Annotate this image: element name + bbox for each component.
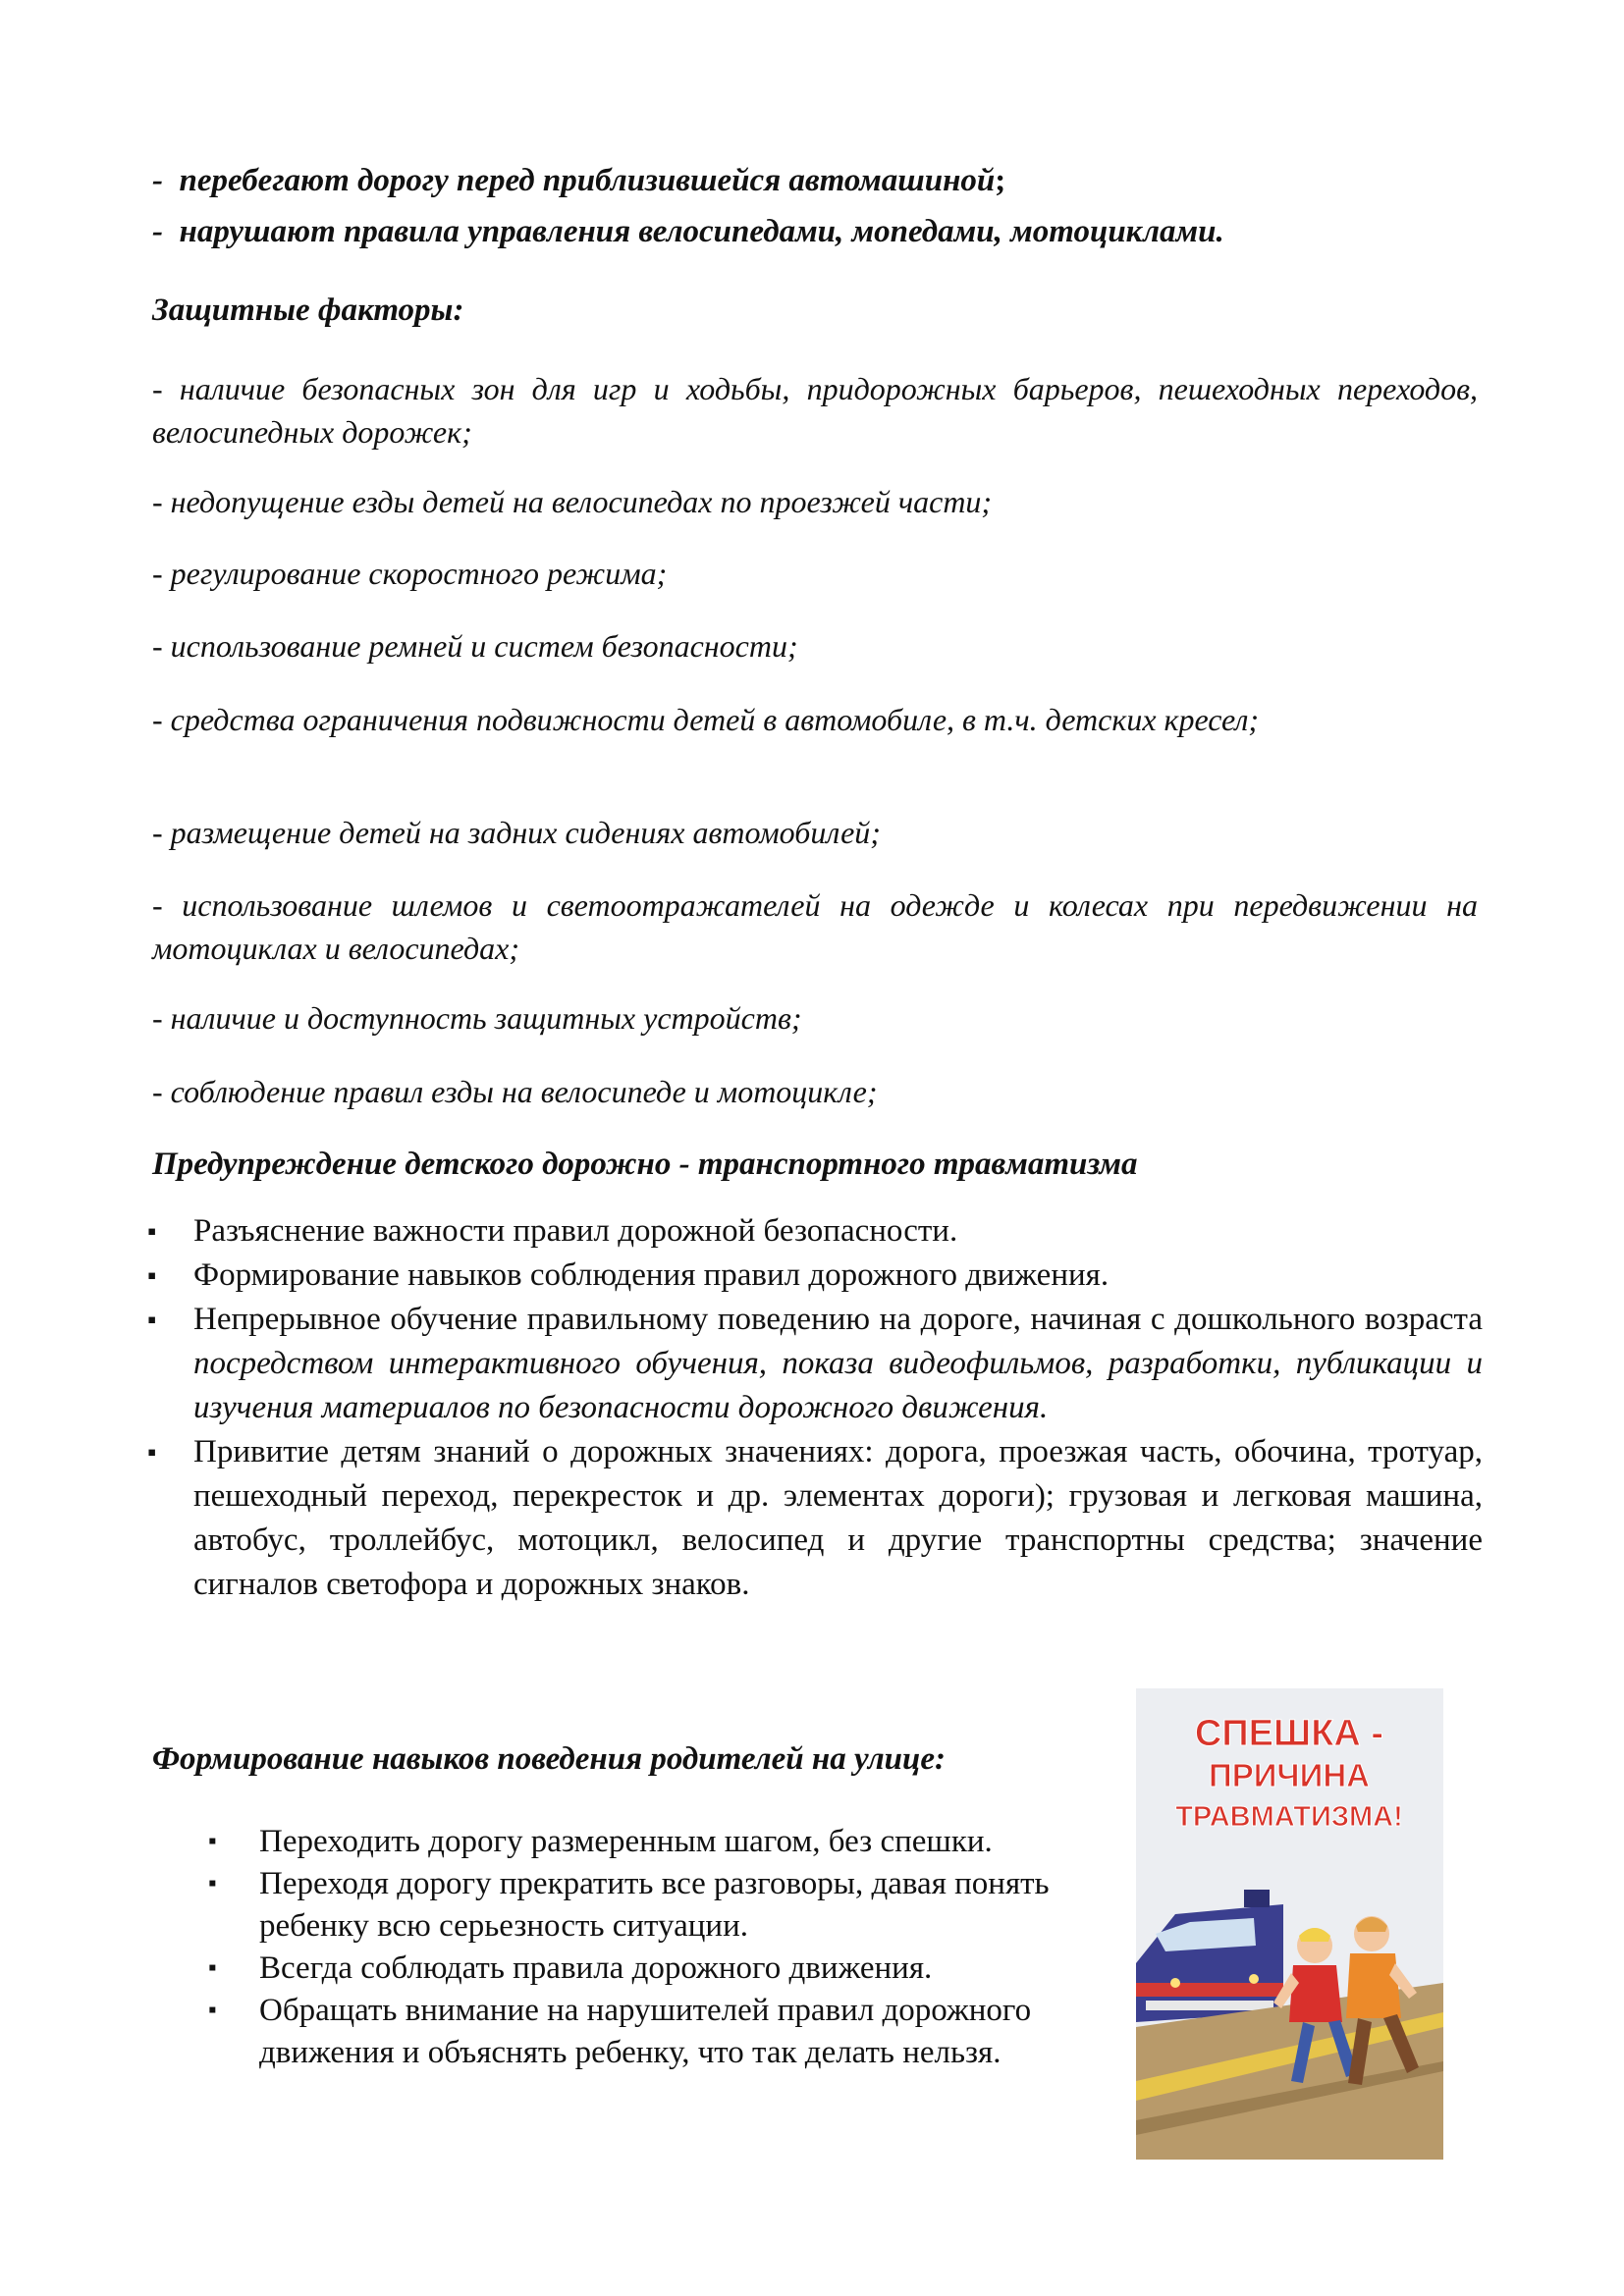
list-item-text: Переходя дорогу прекратить все разговоры, давая понять ребенку всю серьезность ситуации. <box>259 1866 1050 1944</box>
list-item-text: Всегда соблюдать правила дорожного движения. <box>259 1950 933 1986</box>
list-item-text: Формирование навыков соблюдения правил дорожного движения. <box>193 1257 1110 1293</box>
list-item <box>147 1430 1483 1607</box>
intro-dash: - <box>152 214 163 249</box>
intro-line-end: ; <box>995 163 1006 198</box>
prevention-heading: Предупреждение детского дорожно - транспортного травматизма <box>152 1147 1138 1182</box>
factor-item: - недопущение езды детей на велосипедах по проезжей части; <box>152 484 993 519</box>
factor-item: - наличие и доступность защитных устройств; <box>152 1000 802 1036</box>
parents-heading: Формирование навыков поведения родителей на улице: <box>152 1741 946 1777</box>
list-item-text: Переходить дорогу размеренным шагом, без спешки. <box>259 1824 993 1859</box>
intro-line-text: нарушают правила управления велосипедами, мопедами, мотоциклами. <box>179 214 1224 249</box>
list-item <box>147 1209 1483 1254</box>
list-item <box>208 1863 1111 1948</box>
factor-item: - средства ограничения подвижности детей в автомобиле, в т.ч. детских кресел; <box>152 702 1260 737</box>
list-item <box>208 1990 1111 2074</box>
list-item <box>208 1821 1111 1863</box>
intro-line-1 <box>152 159 1478 202</box>
list-item <box>147 1254 1483 1298</box>
list-item-text: Разъяснение важности правил дорожной безопасности. <box>193 1213 958 1249</box>
list-item-text: Обращать внимание на нарушителей правил дорожного движения и объяснять ребенку, что так делать нельзя. <box>259 1993 1032 2070</box>
list-item-text: Непрерывное обучение правильному поведению на дороге, начиная с дошкольного возраста <box>193 1302 1483 1337</box>
list-item <box>208 1948 1111 1990</box>
intro-line-text: перебегают дорогу перед приблизившейся автомашиной <box>179 163 996 198</box>
parents-list <box>208 1821 1111 2074</box>
intro-line-2 <box>152 210 1478 253</box>
factor-item: - размещение детей на задних сидениях автомобилей; <box>152 815 881 850</box>
protective-factors-heading: Защитные факторы: <box>152 293 464 328</box>
list-item-text: Привитие детям знаний о дорожных значениях: дорога, проезжая часть, обочина, тротуар, пешеходный переход, перекресток и др. элементах дороги); грузовая и легковая машина, автобус, троллейбус, мотоцикл, велосипед и другие транспортны средства; значение сигналов светофора и дорожных знаков. <box>193 1434 1483 1602</box>
intro-dash: - <box>152 163 163 198</box>
factor-item: - наличие безопасных зон для игр и ходьбы, придорожных барьеров, пешеходных переходов, велосипедных дорожек; <box>152 371 1478 450</box>
poster-illustration <box>1136 1688 1443 2160</box>
poster-title-line: ПРИЧИНА <box>1208 1757 1371 1793</box>
factor-item: - использование ремней и систем безопасности; <box>152 628 798 664</box>
poster-title-line: СПЕШКА - <box>1194 1713 1384 1754</box>
factor-item: - соблюдение правил езды на велосипеде и мотоцикле; <box>152 1074 878 1109</box>
prevention-list <box>147 1209 1483 1607</box>
factor-item: - использование шлемов и светоотражателей на одежде и колесах при передвижении на мотоциклах и велосипедах; <box>152 887 1478 966</box>
factor-item: - регулирование скоростного режима; <box>152 556 668 591</box>
poster-title-line: ТРАВМАТИЗМА! <box>1175 1801 1403 1833</box>
list-item <box>147 1298 1483 1430</box>
list-item-italic-text: посредством интерактивного обучения, показа видеофильмов, разработки, публикации и изучения материалов по безопасности дорожного движения. <box>193 1346 1483 1425</box>
safety-poster <box>1136 1688 1443 2160</box>
